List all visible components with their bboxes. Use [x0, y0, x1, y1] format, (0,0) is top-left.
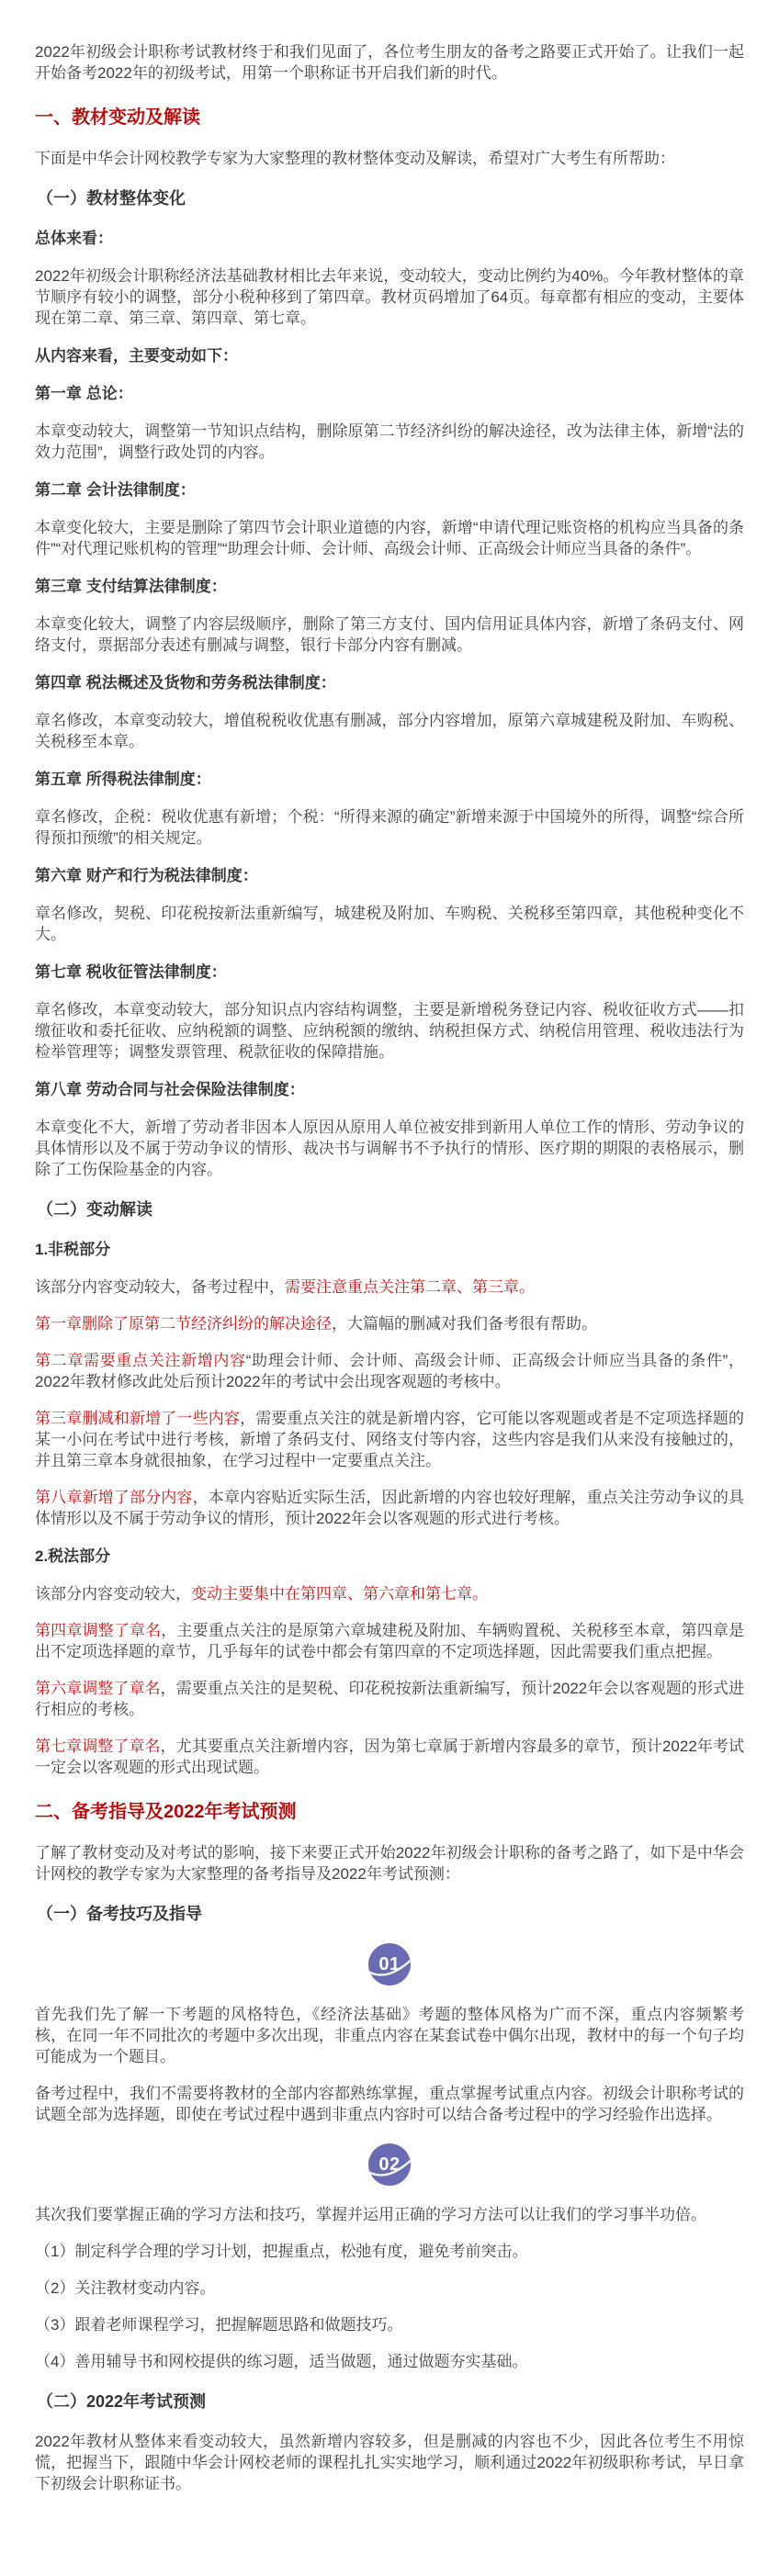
text-run: 章名修改，本章变动较大，部分知识点内容结构调整，主要是新增税务登记内容、税收征收方式——扣缴征收和委托征收、应纳税额的调整、应纳税额的缴纳、纳税担保方式、纳税信用管理、税收违法行为检举管理等；调整发票管理、税款征收的保障措施。 [35, 1001, 744, 1061]
text-run: （一）备考技巧及指导 [37, 1905, 202, 1923]
text-run: 本章变化较大，主要是删除了第四节会计职业道德的内容，新增“申请代理记账资格的机构应当具备的条件”“对代理记账机构的管理”“助理会计师、会计师、高级会计师、正高级会计师应当具备的条件”。 [35, 519, 744, 557]
text-run: （一）教材整体变化 [37, 189, 186, 208]
step-badge-number: 01 [378, 1953, 401, 1974]
paragraph [35, 1117, 744, 1180]
highlight-text: 第七章调整了章名 [35, 1738, 161, 1755]
highlight-text: 第六章调整了章名 [35, 1680, 161, 1697]
chapter-heading [35, 1239, 744, 1260]
text-run: （2）关注教材变动内容。 [35, 2279, 216, 2297]
paragraph [35, 2004, 744, 2067]
highlight-text: 第一章删除了原第二节经济纠纷的解决途径 [35, 1315, 332, 1333]
text-run: ，本章内容贴近实际生活，因此新增的内容也较好理解，重点关注劳动争议的具体情形以及不属于劳动争议的情形，预计2022年会以客观题的形式进行考核。 [35, 1489, 745, 1527]
text-run: 首先我们先了解一下考题的风格特色，《经济法基础》考题的整体风格为广而不深，重点内容频繁考核，在同一年不同批次的考题中多次出现，非重点内容在某套试卷中偶尔出现，教材中的每一个句子均可能成为一个题目。 [35, 2006, 744, 2065]
step-badge-number: 02 [378, 2154, 401, 2175]
text-run: 本章变动较大，调整第一节知识点结构，删除原第二节经济纠纷的解决途径，改为法律主体，新增“法的效力范围”，调整行政处罚的内容。 [35, 422, 744, 461]
highlight-text: 需要注意重点关注第二章、第三章。 [285, 1278, 535, 1296]
text-run: 了解了教材变动及对考试的影响，接下来要正式开始2022年初级会计职称的备考之路了，如下是中华会计网校的教学专家为大家整理的备考指导及2022年考试预测： [35, 1844, 744, 1883]
paragraph [35, 1678, 744, 1720]
chapter-heading [35, 769, 744, 790]
highlight-text: 第二章需要重点关注新增内容 [35, 1352, 246, 1369]
text-run: 2022年教材从整体来看变动较大，虽然新增内容较多，但是删减的内容也不少，因此各位考生不用惊慌，把握当下，跟随中华会计网校老师的课程扎扎实实地学习，顺利通过2022年初级职称考试，早日拿下初级会计职称证书。 [35, 2433, 744, 2492]
subsection-heading [35, 187, 744, 209]
text-run: 第五章 所得税法律制度： [35, 771, 211, 788]
paragraph [35, 710, 744, 752]
subsection-heading [35, 1903, 744, 1925]
text-run: 本章变化较大，调整了内容层级顺序，删除了第三方支付、国内信用证具体内容，新增了条码支付、网络支付，票据部分表述有删减与调整，银行卡部分内容有删减。 [35, 615, 744, 654]
text-run: 第六章 财产和行为税法律制度： [35, 867, 258, 884]
paragraph [35, 421, 744, 463]
text-run: ，尤其要重点关注新增内容，因为第七章属于新增内容最多的章节，预计2022年考试一定会以客观题的形式出现试题。 [35, 1738, 744, 1776]
paragraph [35, 1583, 744, 1604]
text-run: 2.税法部分 [35, 1547, 111, 1565]
text-run: 1.非税部分 [35, 1241, 111, 1258]
chapter-heading [35, 576, 744, 597]
text-run: 2022年初级会计职称考试教材终于和我们见面了，各位考生朋友的备考之路要正式开始了。让我们一起开始备考2022年的初级考试，用第一个职称证书开启我们新的时代。 [35, 43, 744, 82]
text-run: 该部分内容变动较大， [35, 1585, 191, 1603]
chapter-heading [35, 1546, 744, 1567]
highlight-text: 变动主要集中在第四章、第六章和第七章。 [191, 1585, 488, 1603]
text-run: ，主要重点关注的是原第六章城建税及附加、车辆购置税、关税移至本章，第四章是出不定项选择题的章节，几乎每年的试卷中都会有第四章的不定项选择题，因此需要我们重点把握。 [35, 1622, 745, 1660]
text-run: 章名修改，契税、印花税按新法重新编写，城建税及附加、车购税、关税移至第四章，其他税种变化不大。 [35, 905, 744, 943]
text-run: 一、教材变动及解读 [35, 107, 200, 128]
text-run: ，需要重点关注的就是新增内容，它可能以客观题或者是不定项选择题的某一小问在考试中进行考核，新增了条码支付、网络支付等内容，这些内容是我们从来没有接触过的，并且第三章本身就很抽象，在学习过程中一定要重点关注。 [35, 1410, 745, 1469]
paragraph [35, 2278, 744, 2299]
text-run: 备考过程中，我们不需要将教材的全部内容都熟练掌握，重点掌握考试重点内容。初级会计职称考试的试题全部为选择题，即使在考试过程中遇到非重点内容时可以结合备考过程中的学习经验作出选择。 [35, 2085, 744, 2123]
text-run: 其次我们要掌握正确的学习方法和技巧，掌握并运用正确的学习方法可以让我们的学习事半功倍。 [35, 2206, 706, 2223]
text-run: ，大篇幅的删减对我们备考很有帮助。 [332, 1315, 597, 1333]
paragraph [35, 517, 744, 559]
paragraph [35, 613, 744, 656]
chapter-heading [35, 865, 744, 886]
highlight-text: 第四章调整了章名 [35, 1622, 162, 1639]
section-heading-red [35, 106, 744, 129]
text-run: 第四章 税法概述及货物和劳务税法律制度： [35, 674, 336, 692]
paragraph [35, 2351, 744, 2372]
text-run: （1）制定科学合理的学习计划，把握重点，松弛有度，避免考前突击。 [35, 2243, 528, 2260]
chapter-heading [35, 383, 744, 404]
paragraph [35, 148, 744, 169]
text-run: 第七章 税收征管法律制度： [35, 963, 227, 981]
text-run: （4）善用辅导书和网校提供的练习题，适当做题，通过做题夯实基础。 [35, 2353, 528, 2370]
paragraph [35, 2204, 744, 2225]
text-run: 总体来看： [35, 230, 113, 247]
subsection-heading [35, 1198, 744, 1221]
chapter-heading [35, 345, 744, 366]
section-heading-red [35, 1800, 744, 1824]
text-run: （二）变动解读 [37, 1200, 152, 1219]
paragraph [35, 1313, 744, 1334]
paragraph [35, 806, 744, 849]
text-run: （二）2022年考试预测 [37, 2392, 207, 2411]
paragraph [35, 1408, 744, 1471]
text-run: 章名修改，本章变动较大，增值税税收优惠有删减，部分内容增加，原第六章城建税及附加、车购税、关税移至本章。 [35, 712, 744, 750]
text-run: 从内容来看，主要变动如下： [35, 347, 238, 365]
paragraph [35, 903, 744, 945]
subsection-heading [35, 2390, 744, 2413]
step-badge-circle [368, 1943, 411, 1985]
text-run: 第八章 劳动合同与社会保险法律制度： [35, 1081, 305, 1098]
paragraph [35, 2431, 744, 2494]
paragraph [35, 41, 744, 84]
chapter-heading [35, 962, 744, 983]
paragraph [35, 1487, 744, 1529]
chapter-heading [35, 228, 744, 249]
paragraph [35, 999, 744, 1063]
text-run: 二、备考指导及2022年考试预测 [35, 1802, 297, 1822]
step-badge-circle [368, 2143, 411, 2186]
paragraph [35, 2083, 744, 2125]
text-run: （3）跟着老师课程学习，把握解题思路和做题技巧。 [35, 2316, 403, 2334]
paragraph [35, 1736, 744, 1778]
text-run: ，需要重点关注的是契税、印花税按新法重新编写，预计2022年会以客观题的形式进行相应的考核。 [35, 1680, 744, 1718]
paragraph [35, 265, 744, 329]
text-run: 第一章 总论： [35, 385, 133, 402]
highlight-text: 第八章新增了部分内容 [35, 1489, 193, 1506]
highlight-text: 第三章删减和新增了一些内容 [35, 1410, 241, 1427]
text-run: 第三章 支付结算法律制度： [35, 578, 227, 595]
paragraph [35, 1842, 744, 1884]
text-run: 第二章 会计法律制度： [35, 481, 196, 499]
chapter-heading [35, 479, 744, 501]
text-run: 本章变化不大，新增了劳动者非因本人原因从原用人单位被安排到新用人单位工作的情形、劳动争议的具体情形以及不属于劳动争议的情形、裁决书与调解书不予执行的情形、医疗期的期限的表格展示，删除了工伤保险基金的内容。 [35, 1119, 744, 1178]
text-run: 下面是中华会计网校教学专家为大家整理的教材整体变动及解读，希望对广大考生有所帮助： [35, 150, 675, 167]
text-run: “助理会计师、会计师、高级会计师、正高级会计师应当具备的条件”，2022年教材修改此处后预计2022年的考试中会出现客观题的考核中。 [35, 1352, 745, 1390]
step-badge [35, 2143, 744, 2186]
text-run: 2022年初级会计职称经济法基础教材相比去年来说，变动较大，变动比例约为40%。今年教材整体的章节顺序有较小的调整，部分小税种移到了第四章。教材页码增加了64页。每章都有相应的变动，主要体现在第二章、第三章、第四章、第七章。 [35, 267, 744, 327]
paragraph [35, 1350, 744, 1392]
paragraph [35, 2314, 744, 2335]
chapter-heading [35, 672, 744, 693]
text-run: 章名修改，企税：税收优惠有新增；个税：“所得来源的确定”新增来源于中国境外的所得，调整“综合所得预扣预缴”的相关规定。 [35, 808, 744, 847]
chapter-heading [35, 1079, 744, 1100]
text-run: 该部分内容变动较大，备考过程中， [35, 1278, 285, 1296]
paragraph [35, 2241, 744, 2262]
paragraph [35, 1620, 744, 1662]
step-badge [35, 1943, 744, 1985]
paragraph [35, 1277, 744, 1298]
